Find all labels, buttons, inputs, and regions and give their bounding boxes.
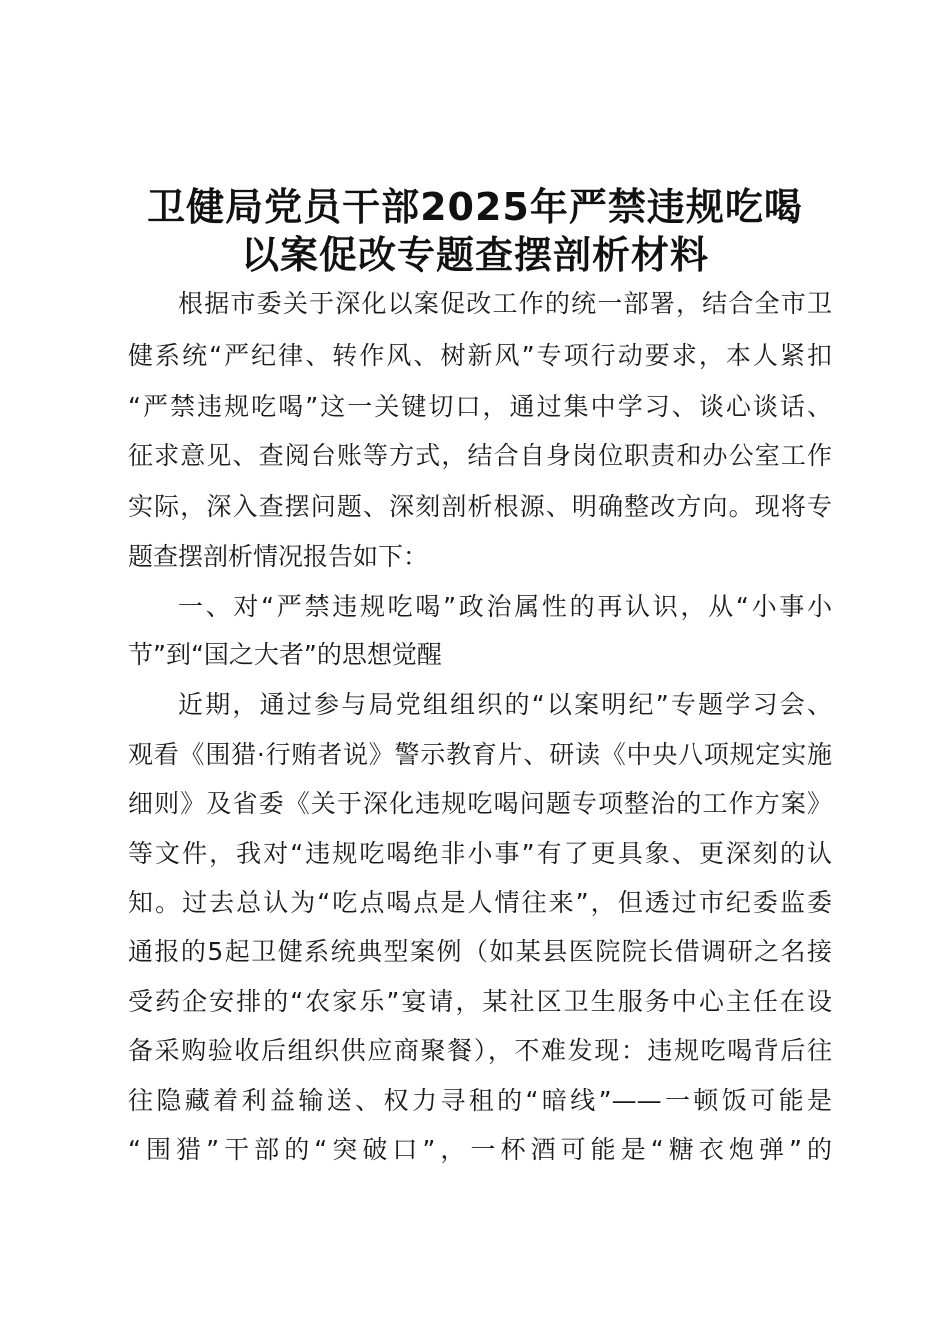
document-title-line-2: 以案促改专题查摆剖析材料 <box>240 233 709 277</box>
paragraph-2-line: 知。过去总认为“吃点喝点是人情往来”，但透过市纪委监委 <box>128 888 832 917</box>
paragraph-2-line: 通报的5起卫健系统典型案例（如某县医院院长借调研之名接 <box>128 937 832 966</box>
paragraph-2-line: 观看《围猎·行贿者说》警示教育片、研读《中央八项规定实施 <box>128 740 832 769</box>
paragraph-2-line: “围猎”干部的“突破口”，一杯酒可能是“糖衣炮弹”的 <box>128 1135 832 1164</box>
document-title-line-1: 卫健局党员干部2025年严禁违规吃喝 <box>147 185 803 229</box>
paragraph-1-line: 征求意见、查阅台账等方式，结合自身岗位职责和办公室工作 <box>128 441 832 470</box>
paragraph-1-line: 题查摆剖析情况报告如下： <box>128 542 429 571</box>
paragraph-2-line: 等文件，我对“违规吃喝绝非小事”有了更具象、更深刻的认 <box>128 839 832 868</box>
paragraph-1-line: 实际，深入查摆问题、深刻剖析根源、明确整改方向。现将专 <box>128 492 832 521</box>
paragraph-2-line: 备采购验收后组织供应商聚餐），不难发现：违规吃喝背后往 <box>128 1036 832 1065</box>
paragraph-2-line: 细则》及省委《关于深化违规吃喝问题专项整治的工作方案》 <box>128 789 832 818</box>
section-heading-line: 一、对“严禁违规吃喝”政治属性的再认识，从“小事小 <box>178 592 832 621</box>
paragraph-2-line: 受药企安排的“农家乐”宴请，某社区卫生服务中心主任在设 <box>128 987 832 1016</box>
paragraph-1-line: 根据市委关于深化以案促改工作的统一部署，结合全市卫 <box>178 289 832 318</box>
paragraph-2-line: 近期，通过参与局党组组织的“以案明纪”专题学习会、 <box>178 690 832 719</box>
paragraph-1-line: 健系统“严纪律、转作风、树新风”专项行动要求，本人紧扣 <box>128 341 832 370</box>
paragraph-2-line: 往隐藏着利益输送、权力寻租的“暗线”——一顿饭可能是 <box>128 1086 832 1115</box>
paragraph-1-line: “严禁违规吃喝”这一关键切口，通过集中学习、谈心谈话、 <box>128 392 832 421</box>
section-heading-line: 节”到“国之大者”的思想觉醒 <box>128 640 442 669</box>
